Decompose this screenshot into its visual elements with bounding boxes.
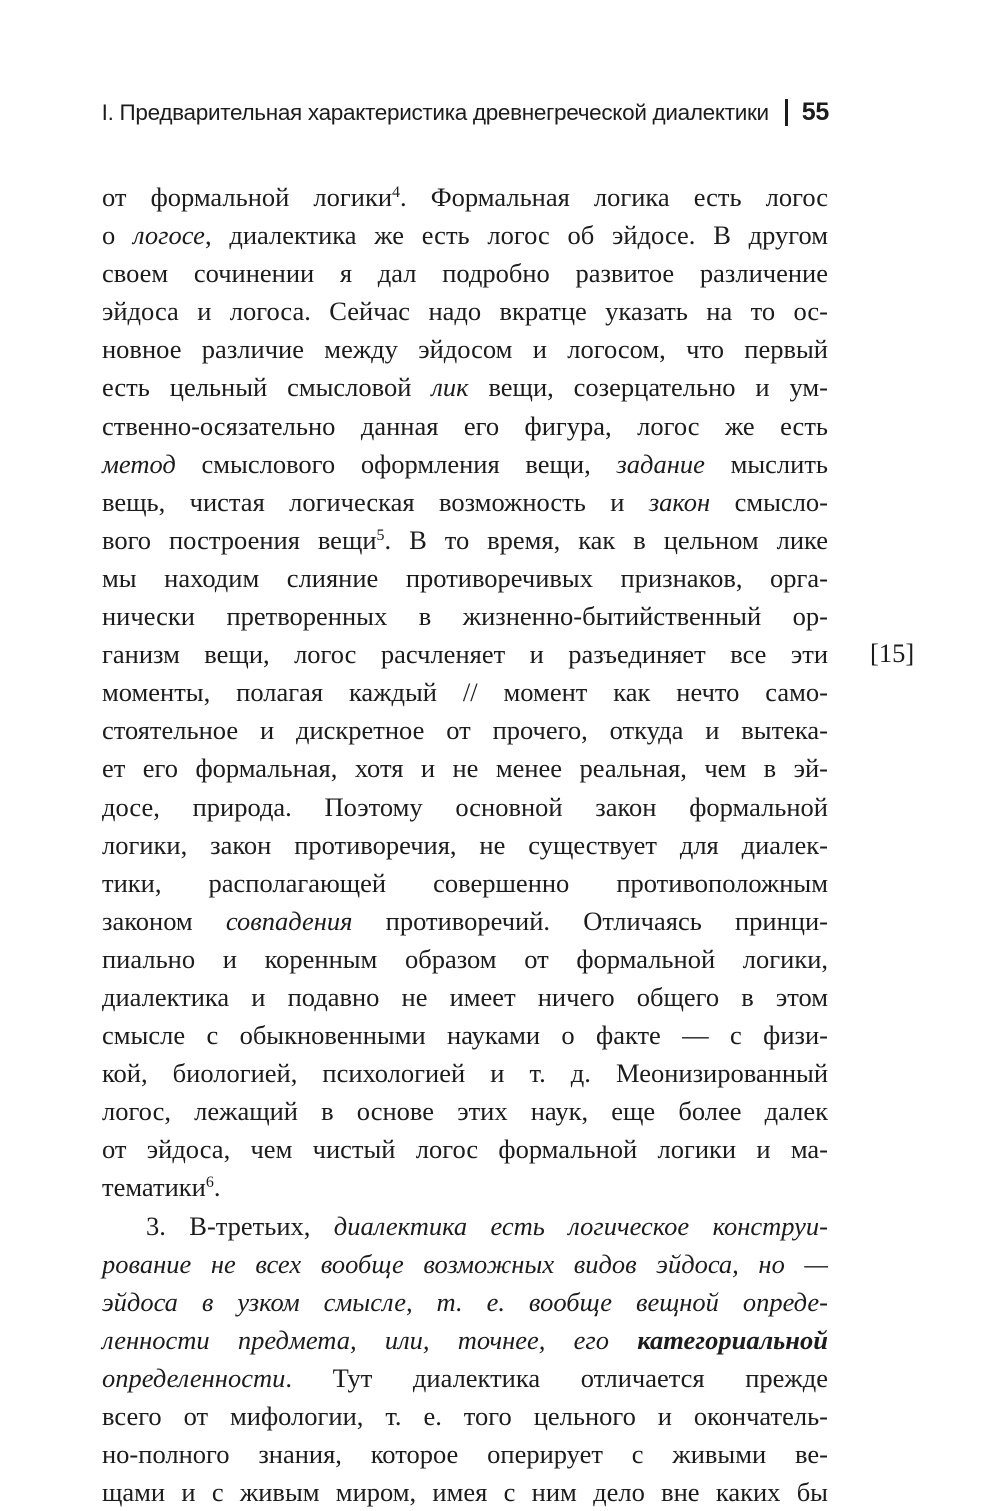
text-run: кой, биологией, психологией и т. д. Меонизированный [102,1058,828,1089]
text-run: моменты, полагая каждый // момент как нечто само- [102,677,828,708]
text-line [102,978,828,1016]
text-run: логики, закон противоречия, не существует для диалек- [102,829,828,860]
text-line [102,940,828,978]
text-line [102,1168,828,1206]
italic-run: логосе [133,220,205,251]
text-line [102,1397,828,1435]
text-run: вещь, чистая логическая возможность и [102,486,649,517]
running-head-separator [785,99,788,126]
text-line [102,1092,828,1130]
text-line [102,1207,828,1245]
text-line [102,711,828,749]
text-run: своем сочинении я дал подробно развитое различение [102,258,828,289]
text-line [102,445,828,483]
text-line [102,749,828,787]
text-line [102,483,828,521]
italic-run: задание [616,448,705,479]
text-run: щами и с живым миром, имея с ним дело вне каких бы [102,1477,828,1508]
text-run: пиально и коренным образом от формальной логики, [102,943,828,974]
text-line [102,597,828,635]
text-run: тики, располагающей совершенно противоположным [102,867,828,898]
text-line [102,1435,828,1473]
italic-run: эйдоса в узком смысле, т. е. вообще вещной опреде- [102,1286,828,1317]
text-run: о [102,220,134,251]
page-number: 55 [801,98,829,126]
text-run: смысле с обыкновенными науками о факте — с физи- [102,1020,828,1051]
text-line [102,407,828,445]
text-run: противоречий. Отличаясь принци- [352,905,828,936]
text-line [102,368,828,406]
text-line [102,216,828,254]
text-line [102,902,828,940]
text-line [102,1473,828,1511]
running-head-title: I. Предварительная характеристика древнегреческой диалектики [101,99,769,125]
footnote-ref: 6 [205,1174,214,1192]
text-run: новное различие между эйдосом и логосом, что первый [102,334,828,365]
footnote-ref: 4 [392,184,401,201]
text-line [102,673,828,711]
text-run: нически претворенных в жизненно-бытийственный ор- [102,601,828,632]
text-line [102,292,828,330]
text-run: эйдоса и логоса. Сейчас надо вкратце указать на то ос- [102,296,828,327]
text-line [102,1130,828,1168]
text-run: законом [102,905,226,936]
text-line [102,254,828,292]
text-run: . [213,1172,221,1203]
footnote-ref: 5 [376,526,385,544]
text-line [102,1245,828,1283]
text-run: смысло- [710,486,828,517]
text-run: . Формальная логика есть логос [400,182,829,212]
text-line [102,559,828,597]
text-line [102,1054,828,1092]
text-run: от эйдоса, чем чистый логос формальной логики и ма- [102,1134,828,1165]
italic-run: метод [102,448,176,479]
text-run: от формальной логики [102,182,393,212]
text-line [102,864,828,902]
text-run: мы находим слияние противоречивых признаков, орга- [102,562,828,593]
text-run: диалектика и подавно не имеет ничего общего в этом [102,981,828,1012]
text-run: ственно-осязательно данная его фигура, логос же есть [102,410,828,441]
text-run: ет его формальная, хотя и не менее реальная, чем в эй- [102,753,828,784]
text-run: ганизм вещи, логос расчленяет и разъединяет все эти [102,639,828,670]
italic-run: лик [431,372,469,403]
text-run: логос, лежащий в основе этих наук, еще более далек [102,1096,828,1127]
text-run: стоятельное и дискретное от прочего, откуда и вытека- [102,715,828,746]
italic-run: определенности [102,1362,286,1393]
running-head [102,98,829,127]
text-run: . Тут диалектика отличается прежде [285,1362,828,1393]
text-line [102,521,828,559]
text-run: тематики [102,1172,206,1203]
text-line [102,178,828,216]
text-line [102,1359,828,1397]
text-line [102,635,828,673]
text-line [102,1016,828,1054]
text-run: вого построения вещи [102,524,377,555]
text-run: досе, природа. Поэтому основной закон формальной [102,791,828,822]
italic-run: ленности предмета, или, точнее, его [102,1324,638,1355]
text-run: но-полного знания, которое оперирует с живыми ве- [102,1439,828,1470]
text-line [102,1283,828,1321]
text-run: всего от мифологии, т. е. того цельного и окончатель- [102,1401,828,1431]
text-run: есть цельный смысловой [102,372,432,403]
text-line [102,826,828,864]
italic-run: закон [648,486,711,517]
text-run: , диалектика же есть логос об эйдосе. В другом [204,220,828,251]
text-run: смыслового оформления вещи, [175,448,617,479]
text-run: . В то время, как в цельном лике [384,524,828,555]
text-line [102,1321,828,1359]
bold-italic-run: категориальной [637,1324,828,1355]
body-text [102,178,828,1511]
text-line [102,330,828,368]
italic-run: диалектика есть логическое конструи- [333,1210,828,1241]
text-run: вещи, созерцательно и ум- [468,372,828,403]
italic-run: совпадения [225,905,353,936]
text-run: 3. В-третьих, [146,1210,334,1241]
margin-page-reference: [15] [870,638,915,668]
text-line [102,788,828,826]
italic-run: рование не всех вообще возможных видов эйдоса, но — [102,1248,828,1279]
text-run: мыслить [704,448,828,479]
